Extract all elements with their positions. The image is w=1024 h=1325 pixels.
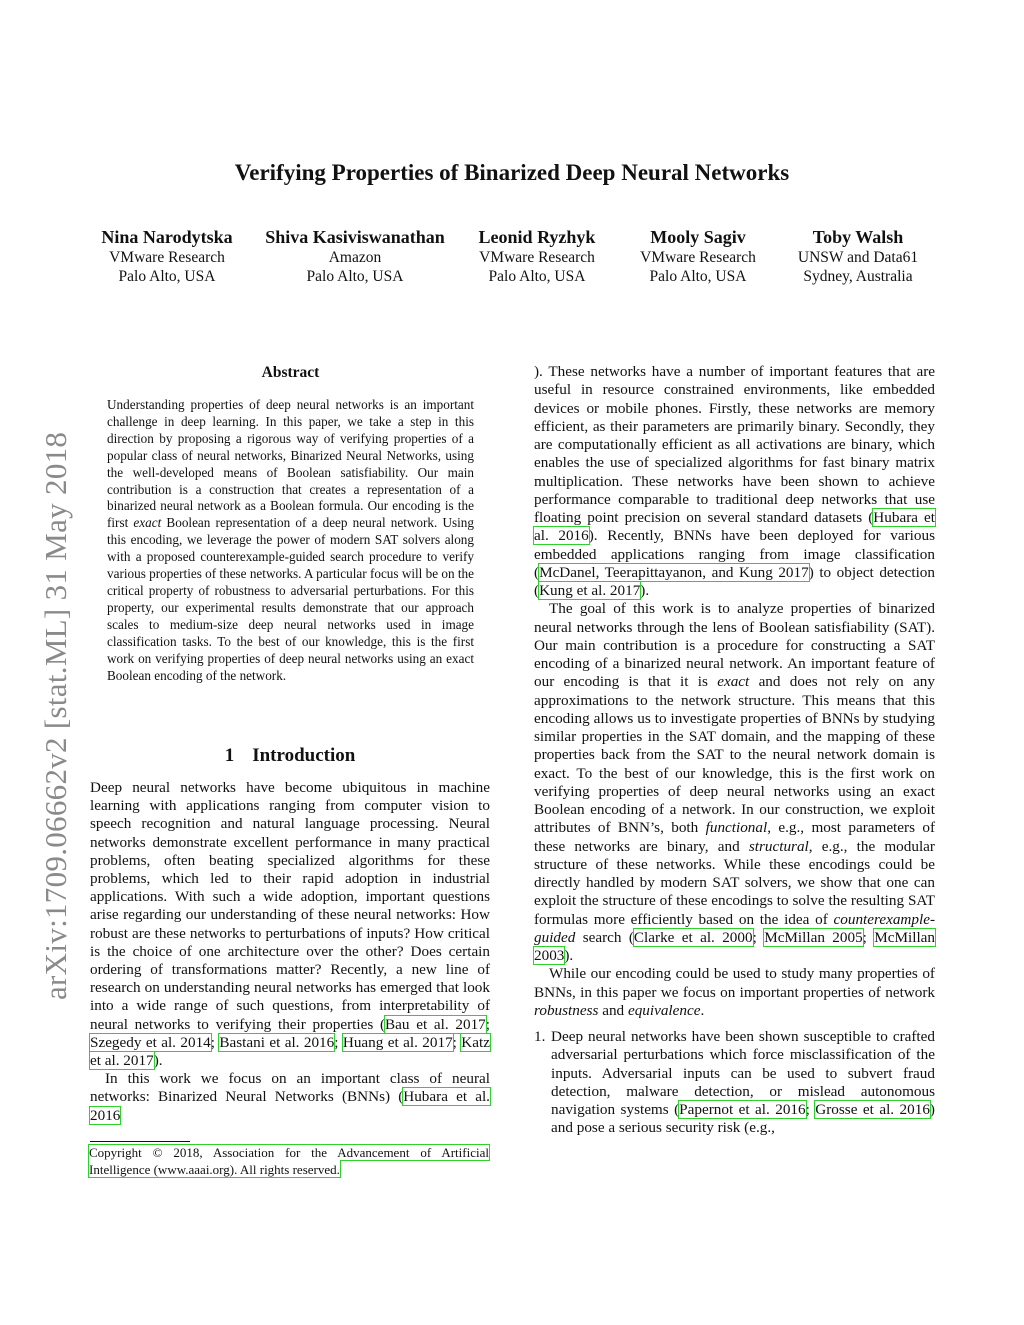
arxiv-stamp: arXiv:1709.06662v2 [stat.ML] 31 May 2018 xyxy=(38,431,73,1000)
author-location: Sydney, Australia xyxy=(803,268,913,285)
author-5 xyxy=(798,228,918,286)
citation-link[interactable]: Bau et al. 2017 xyxy=(385,1015,486,1033)
citation-link[interactable]: McDanel, Teerapittayanon, and Kung 2017 xyxy=(539,563,809,581)
author-affiliation: VMware Research xyxy=(640,249,756,266)
author-affiliation: Amazon xyxy=(328,249,382,266)
citation-link[interactable]: Szegedy et al. 2014 xyxy=(90,1033,211,1051)
author-name: Mooly Sagiv xyxy=(650,227,746,247)
citation-link[interactable]: Hubara et al. 2016 xyxy=(534,509,936,545)
author-name: Leonid Ryzhyk xyxy=(478,227,596,247)
footnote-rule xyxy=(90,1141,190,1142)
intro-paragraph-1: Deep neural networks have become ubiquitous in machine learning with applications ranging from computer vision to speech recognition and natural language processing. Neural networks demonstrate excellent performance in many practical problems, often beating specialized algorithms for these problems, which led to their rapid adoption in industrial applications. With such a wide adoption, important questions arise regarding our understanding of these neural networks: How robust are these networks to perturbations of inputs? How critical is the choice of one architecture over the other? Does certain ordering of transformations matter? Recently, a new line of research on understanding neural networks has emerged that look into a wide range of such questions, from interpretability of neural networks to verifying their properties (Bau et al. 2017; Szegedy et al. 2014; Bastani et al. 2016; Huang et al. 2017; Katz et al. 2017). xyxy=(90,779,490,1070)
list-item: 1. Deep neural networks have been shown susceptible to crafted adversarial perturbations which force misclassification of the inputs. Adversarial inputs can be used to subvert fraud detection, malware detection, or mislead autonomous navigation systems (Papernot et al. 2016; Grosse et al. 2016) and pose a serious security risk (e.g., xyxy=(534,1028,935,1137)
right-column-body xyxy=(534,363,935,1138)
citation-link[interactable]: Hubara et al. 2016 xyxy=(90,1088,490,1124)
author-name: Toby Walsh xyxy=(812,227,904,247)
intro-paragraph-2: In this work we focus on an important class of neural networks: Binarized Neural Networks (BNNs) (Hubara et al. 2016 xyxy=(90,1070,490,1124)
intro-paragraph-3: The goal of this work is to analyze properties of binarized neural networks through the lens of Boolean satisfiability (SAT). Our main contribution is a procedure for constructing a SAT encoding of a binarized neural network. An important feature of our encoding is that it is exact and does not rely on any approximations to the network structure. This means that this encoding allows us to investigate properties of BNNs by studying similar properties in the SAT domain, and the mapping of these properties back from the SAT to the neural network domain is exact. To the best of our knowledge, this is the first work on verifying properties of deep neural networks using an exact Boolean encoding of a network. In our construction, we exploit attributes of BNN’s, both functional, e.g., most parameters of these networks are binary, and structural, e.g., the modular structure of these networks. While these encodings could be directly handled by modern SAT solvers, we show that one can exploit the structure of these encodings to solve the resulting SAT formulas more efficiently based on the idea of counterexample-guided search (Clarke et al. 2000; McMillan 2005; McMillan 2003). xyxy=(534,600,936,964)
author-location: Palo Alto, USA xyxy=(488,268,586,285)
abstract-text: Understanding properties of deep neural networks is an important challenge in deep learning. In this paper, we take a step in this direction by proposing a rigorous way of verifying properties of a popular class of neural networks, Binarized Neural Networks, using the well-developed means of Boolean satisfiability. Our main contribution is a construction that creates a representation of a binarized neural network as a Boolean formula. Our encoding is the first exact Boolean representation of a deep neural network. Using this encoding, we leverage the power of modern SAT solvers along with a proposed counterexample-guided search procedure to verify various properties of these networks. A particular focus will be on the critical property of robustness to adversarial perturbations. For this property, our experimental results demonstrate that our approach scales to medium-size deep neural networks used in image classification tasks. To the best of our knowledge, this is the first work on verifying properties of deep neural networks using an exact Boolean encoding of the network. xyxy=(107,397,474,683)
intro-paragraph-2-cont: ). These networks have a number of important features that are useful in resource constrained environments, like embedded devices or mobile phones. Firstly, these networks are memory efficient, as their parameters are primarily binary. Secondly, they are computationally efficient as all activations are binary, which enables the use of specialized algorithms for fast binary matrix multiplication. These networks have been shown to achieve performance comparable to traditional deep networks that use floating point precision on several standard datasets (Hubara et al. 2016). Recently, BNNs have been deployed for various embedded applications ranging from image classification (McDanel, Teerapittayanon, and Kung 2017) to object detection (Kung et al. 2017). xyxy=(534,363,936,599)
author-affiliation: UNSW and Data61 xyxy=(797,249,919,266)
citation-link[interactable]: Papernot et al. 2016 xyxy=(679,1101,806,1118)
author-affiliation: VMware Research xyxy=(109,249,225,266)
section-heading-introduction: 1 Introduction xyxy=(224,745,356,766)
citation-link[interactable]: Katz et al. 2017 xyxy=(90,1033,490,1070)
author-affiliation: VMware Research xyxy=(479,249,595,266)
citation-link[interactable]: Kung et al. 2017 xyxy=(539,582,641,599)
citation-link[interactable]: McMillan 2003 xyxy=(534,928,936,964)
citation-link[interactable]: McMillan 2005 xyxy=(764,928,863,946)
author-name: Shiva Kasiviswanathan xyxy=(265,227,445,247)
author-4 xyxy=(640,228,756,286)
author-location: Palo Alto, USA xyxy=(118,268,216,285)
author-name: Nina Narodytska xyxy=(101,227,233,247)
citation-link[interactable]: Huang et al. 2017 xyxy=(342,1033,453,1051)
numbered-list xyxy=(534,1028,935,1138)
intro-paragraph-4: While our encoding could be used to study many properties of BNNs, in this paper we focus on important properties of network robustness and equivalence. xyxy=(534,965,935,1019)
author-2 xyxy=(265,228,445,286)
citation-link[interactable]: Grosse et al. 2016 xyxy=(815,1101,930,1118)
author-3 xyxy=(479,228,596,286)
author-location: Palo Alto, USA xyxy=(649,268,747,285)
citation-link[interactable]: Bastani et al. 2016 xyxy=(219,1033,335,1051)
abstract-heading: Abstract xyxy=(261,364,320,381)
paper-title: Verifying Properties of Binarized Deep Neural Networks xyxy=(234,160,790,185)
author-location: Palo Alto, USA xyxy=(306,268,404,285)
copyright-footnote[interactable]: Copyright © 2018, Association for the Advancement of Artificial Intelligence (www.aaai.org). All rights reserved. xyxy=(89,1145,489,1177)
left-column-body xyxy=(90,779,490,1125)
citation-link[interactable]: Clarke et al. 2000 xyxy=(633,928,753,946)
author-1 xyxy=(101,228,232,286)
